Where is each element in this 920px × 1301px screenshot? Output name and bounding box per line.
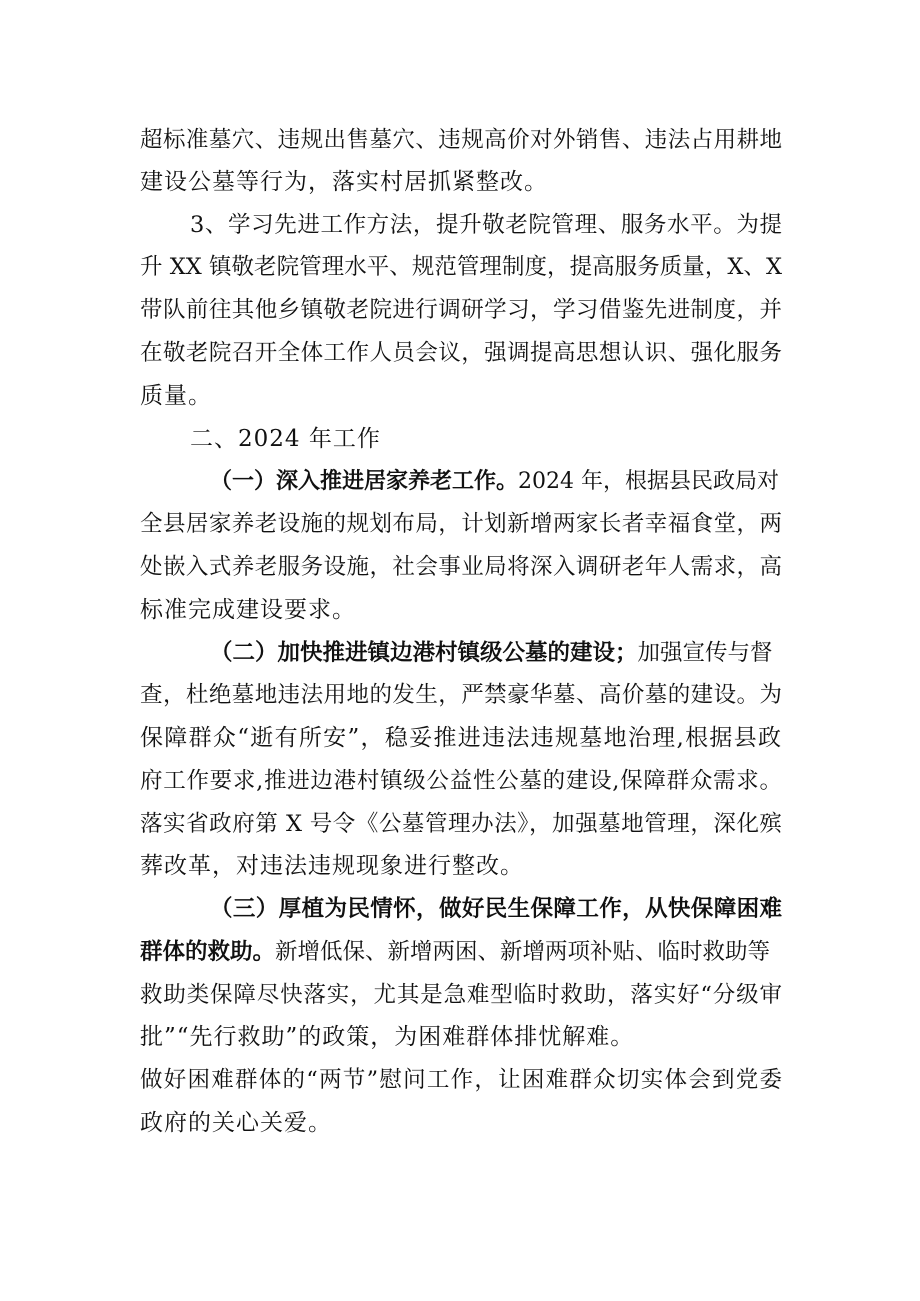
text-line: 质量。 [140, 383, 212, 409]
text-line: 政府的关心关爱。 [140, 1110, 332, 1136]
text-line: 在敬老院召开全体工作人员会议，强调提高思想认识、强化服务 [140, 340, 782, 366]
text-line: 批”“先行救助”的政策，为困难群体排忧解难。 [140, 1024, 635, 1050]
text-line: 建设公墓等行为，落实村居抓紧整改。 [140, 169, 548, 195]
text-line: 3、学习先进工作方法，提升敬老院管理、服务水平。为提 [190, 212, 782, 238]
text-line: 做好困难群体的“两节”慰问工作，让困难群众切实体会到党委 [140, 1067, 782, 1093]
paragraph-heading: （一）深入推进居家养老工作。 [210, 468, 519, 494]
paragraph-heading: （二）加快推进镇边港村镇级公墓的建设； [210, 640, 638, 666]
text-line: 救助类保障尽快落实，尤其是急难型临时救助，落实好“分级审 [140, 982, 782, 1008]
text-line: 带队前往其他乡镇敬老院进行调研学习，学习借鉴先进制度，并 [140, 297, 782, 323]
paragraph-first-line [140, 937, 782, 967]
text-line: 查，杜绝墓地违法用地的发生，严禁豪华墓、高价墓的建设。为 [140, 682, 782, 708]
text-line: 超标准墓穴、违规出售墓穴、违规高价对外销售、违法占用耕地 [140, 127, 782, 153]
paragraph-first-line [210, 466, 782, 497]
text-line: 葬改革，对违法违规现象进行整改。 [140, 853, 524, 879]
text-line: 落实省政府第 X 号令《公墓管理办法》，加强墓地管理，深化殡 [140, 811, 782, 837]
text-line: 标准完成建设要求。 [140, 597, 356, 623]
paragraph-text: 新增低保、新增两困、新增两项补贴、临时救助等 [275, 939, 771, 965]
paragraph-text: 加强宣传与督 [637, 640, 773, 666]
text-line: 升 XX 镇敬老院管理水平、规范管理制度，提高服务质量，X、X [140, 254, 782, 280]
section-heading: 二、2024 年工作 [190, 426, 381, 452]
paragraph-heading: 群体的救助。 [140, 939, 276, 965]
text-line: 府工作要求,推进边港村镇级公益性公墓的建设,保障群众需求。 [140, 768, 782, 794]
paragraph-first-line [210, 638, 782, 668]
paragraph-text: 2024 年，根据县民政局对 [518, 469, 779, 494]
text-line: 全县居家养老设施的规划布局，计划新增两家长者幸福食堂，两 [140, 511, 782, 537]
paragraph-heading: （三）厚植为民情怀，做好民生保障工作，从快保障困难 [210, 896, 782, 922]
text-line: 处嵌入式养老服务设施，社会事业局将深入调研老年人需求，高 [140, 554, 782, 580]
text-line: 保障群众“逝有所安”，稳妥推进违法违规墓地治理,根据县政 [140, 725, 782, 751]
